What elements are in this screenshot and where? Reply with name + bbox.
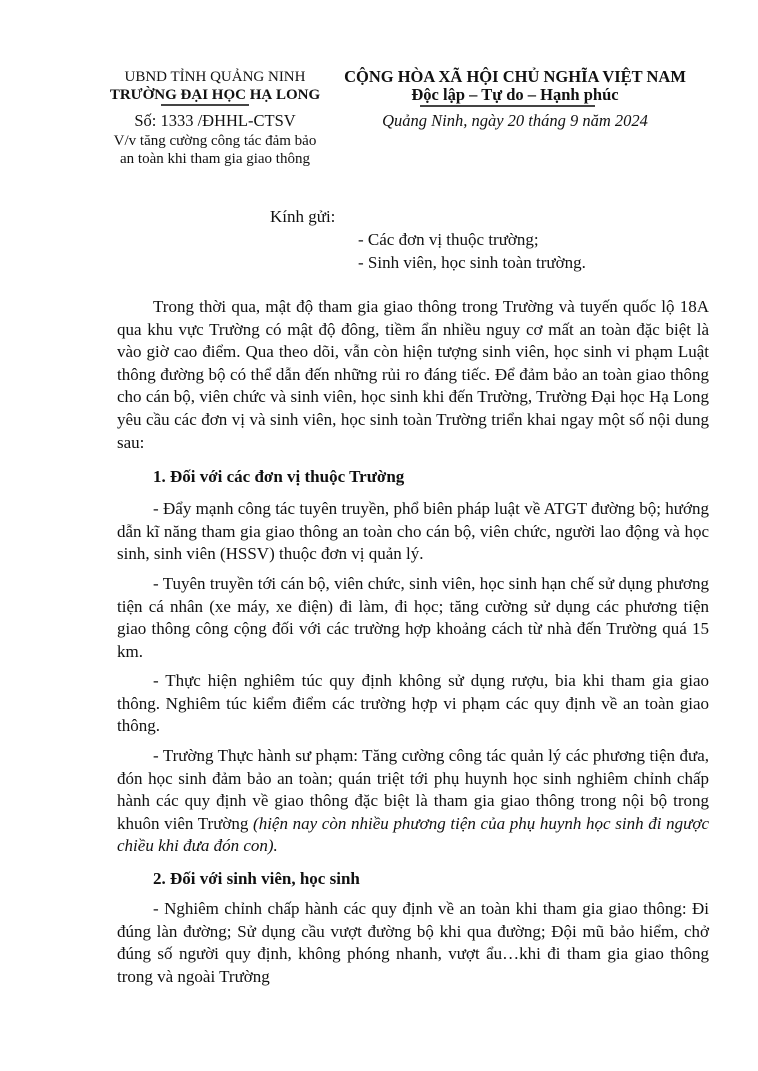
national-motto: Độc lập – Tự do – Hạnh phúc: [411, 85, 619, 104]
recipient-item: - Sinh viên, học sinh toàn trường.: [358, 253, 586, 272]
section-1-item-practice-school: [117, 745, 709, 858]
school-name: TRƯỜNG ĐẠI HỌC HẠ LONG: [109, 87, 321, 103]
national-heading-block: [330, 68, 700, 132]
place-and-date: Quảng Ninh, ngày 20 tháng 9 năm 2024: [382, 111, 648, 130]
school-underline: [161, 104, 249, 106]
intro-paragraph: Trong thời qua, mật độ tham gia giao thông trong Trường và tuyến quốc lộ 18A qua khu vực Trường có mật độ đông, tiềm ẩn nhiều nguy cơ mất an toàn đặc biệt là vào giờ cao điểm. Qua theo dõi, vẫn còn hiện tượng sinh viên, học sinh vi phạm Luật thông đường bộ có thể dẫn đến những rủi ro đáng tiếc. Để đảm bảo an toàn giao thông cho cán bộ, viên chức và sinh viên, học sinh khi đến Trường, Trường Đại học Hạ Long yêu cầu các đơn vị và sinh viên, học sinh toàn Trường triển khai ngay một số nội dung sau:: [117, 297, 709, 452]
section-1-item: - Đẩy mạnh công tác tuyên truyền, phổ biên pháp luật về ATGT đường bộ; hướng dẫn kĩ năng tham gia giao thông an toàn cho cán bộ, viên chức, người lao động và học sinh, sinh viên (HSSV) thuộc đơn vị quản lý.: [117, 499, 709, 564]
section-1-heading: 1. Đối với các đơn vị thuộc Trường: [153, 467, 405, 486]
recipient-item: - Các đơn vị thuộc trường;: [358, 230, 539, 249]
section-1-item: - Thực hiện nghiêm túc quy định không sử dụng rượu, bia khi tham gia giao thông. Nghiêm túc kiểm điểm các trường hợp vi phạm các quy định về an toàn giao thông.: [117, 671, 709, 736]
issuing-authority-block: [90, 68, 340, 168]
section-2-item: - Nghiêm chỉnh chấp hành các quy định về an toàn khi tham gia giao thông: Đi đúng làn đường; Sử dụng cầu vượt đường bộ khi qua đường; Đội mũ bảo hiểm, chở đúng số người quy định, không phóng nhanh, vượt ẩu…khi đi tham gia giao thông trong và ngoài Trường: [117, 899, 709, 986]
recipients-label: Kính gửi:: [270, 207, 336, 226]
practice-school-note: (hiện nay còn nhiều phương tiện của phụ huynh học sinh đi ngược chiều khi đưa đón con).: [117, 813, 709, 856]
nation-title: CỘNG HÒA XÃ HỘI CHỦ NGHĨA VIỆT NAM: [344, 67, 686, 86]
practice-school-text: - Trường Thực hành sư phạm: Tăng cường công tác quản lý các phương tiện đưa, đón học sinh đảm bảo an toàn; quán triệt tới phụ huynh học sinh nghiêm chỉnh chấp hành các quy định về giao thông đặc biệt là tham gia giao thông trong nội bộ trong khuôn viên Trường: [117, 746, 709, 833]
subject-line-2: an toàn khi tham gia giao thông: [120, 151, 310, 167]
document-number: Số: 1333 /ĐHHL-CTSV: [134, 111, 296, 130]
motto-underline: [420, 105, 595, 107]
subject-line-1: V/v tăng cường công tác đảm bảo: [113, 133, 317, 149]
section-2-heading: 2. Đối với sinh viên, học sinh: [153, 869, 360, 888]
section-1-item: - Tuyên truyền tới cán bộ, viên chức, sinh viên, học sinh hạn chế sử dụng phương tiện cá nhân (xe máy, xe điện) đi làm, đi học; tăng cường sử dụng các phương tiện giao thông công cộng đối với các trường hợp khoảng cách từ nhà đến Trường quá 15 km.: [117, 574, 709, 661]
agency-name: UBND TỈNH QUẢNG NINH: [124, 69, 306, 85]
